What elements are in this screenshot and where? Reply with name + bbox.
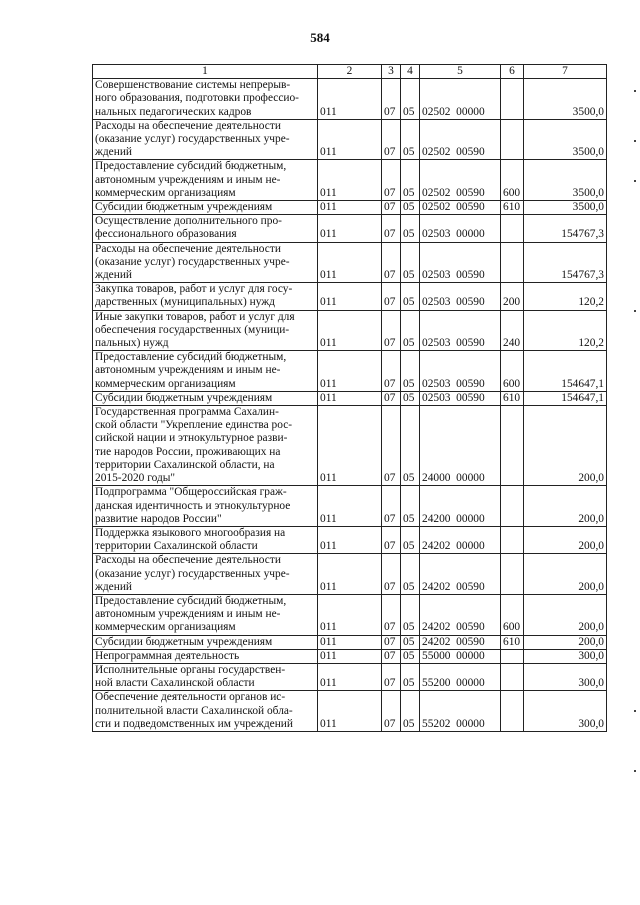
row-value-cell: 011	[318, 119, 382, 160]
row-value-cell	[501, 242, 524, 283]
row-value-cell: 154647,1	[524, 391, 607, 405]
table-row	[93, 201, 607, 215]
row-value-cell: 07	[382, 160, 401, 201]
row-value-cell	[501, 215, 524, 242]
row-value-cell: 011	[318, 526, 382, 553]
row-value-cell: 011	[318, 283, 382, 310]
row-name-cell: Предоставление субсидий бюджетным, автономным учреждениям и иным не- коммерческим организациям	[93, 594, 318, 635]
row-name-cell: Субсидии бюджетным учреждениям	[93, 201, 318, 215]
row-value-cell: 05	[401, 351, 420, 392]
table-row	[93, 635, 607, 649]
row-name-cell: Осуществление дополнительного про- фессионального образования	[93, 215, 318, 242]
row-value-cell: 05	[401, 594, 420, 635]
row-name-cell: Предоставление субсидий бюджетным, автономным учреждениям и иным не- коммерческим организациям	[93, 160, 318, 201]
table-row	[93, 594, 607, 635]
table-row	[93, 351, 607, 392]
header-cell: 3	[382, 65, 401, 79]
row-value-cell: 200,0	[524, 486, 607, 527]
table-row	[93, 526, 607, 553]
table-row	[93, 160, 607, 201]
row-value-cell: 07	[382, 526, 401, 553]
table-row	[93, 79, 607, 120]
row-name-cell: Государственная программа Сахалин- ской области "Укрепление единства рос- сийской нации и этнокультурное разви- тие народов России, проживающих на территории Сахалинской области, на 2015-2020 годы"	[93, 406, 318, 486]
row-value-cell: 24202 00590	[420, 554, 501, 595]
row-value-cell	[501, 406, 524, 486]
row-name-cell: Исполнительные органы государствен- ной власти Сахалинской области	[93, 663, 318, 690]
row-value-cell: 24202 00000	[420, 526, 501, 553]
row-value-cell: 600	[501, 351, 524, 392]
table-row	[93, 242, 607, 283]
row-value-cell: 02502 00590	[420, 160, 501, 201]
row-value-cell: 02503 00590	[420, 242, 501, 283]
row-value-cell: 02503 00000	[420, 215, 501, 242]
row-value-cell: 07	[382, 486, 401, 527]
table-row	[93, 119, 607, 160]
row-value-cell: 05	[401, 391, 420, 405]
table-row	[93, 310, 607, 351]
table-row	[93, 215, 607, 242]
row-value-cell	[501, 554, 524, 595]
row-value-cell: 011	[318, 242, 382, 283]
row-value-cell: 011	[318, 691, 382, 732]
row-name-cell: Иные закупки товаров, работ и услуг для обеспечения государственных (муници- пальных) нужд	[93, 310, 318, 351]
row-value-cell: 200,0	[524, 635, 607, 649]
header-cell: 7	[524, 65, 607, 79]
row-value-cell: 07	[382, 215, 401, 242]
table-row	[93, 406, 607, 486]
row-value-cell: 3500,0	[524, 160, 607, 201]
row-value-cell: 07	[382, 283, 401, 310]
row-value-cell: 07	[382, 663, 401, 690]
header-cell: 5	[420, 65, 501, 79]
row-value-cell: 07	[382, 242, 401, 283]
row-value-cell: 24202 00590	[420, 635, 501, 649]
row-value-cell: 05	[401, 406, 420, 486]
row-value-cell: 600	[501, 594, 524, 635]
row-value-cell: 02502 00000	[420, 79, 501, 120]
row-value-cell: 011	[318, 79, 382, 120]
row-value-cell	[501, 79, 524, 120]
table-row	[93, 283, 607, 310]
row-value-cell: 011	[318, 160, 382, 201]
row-value-cell: 011	[318, 310, 382, 351]
row-value-cell: 05	[401, 691, 420, 732]
row-value-cell	[501, 526, 524, 553]
row-value-cell: 24202 00590	[420, 594, 501, 635]
row-value-cell: 120,2	[524, 283, 607, 310]
row-value-cell	[501, 649, 524, 663]
row-value-cell: 200,0	[524, 526, 607, 553]
row-value-cell: 011	[318, 649, 382, 663]
row-value-cell: 300,0	[524, 691, 607, 732]
row-value-cell: 02503 00590	[420, 310, 501, 351]
row-value-cell: 07	[382, 79, 401, 120]
table-row	[93, 649, 607, 663]
row-value-cell: 02503 00590	[420, 351, 501, 392]
row-value-cell: 05	[401, 310, 420, 351]
row-value-cell: 120,2	[524, 310, 607, 351]
table-row	[93, 691, 607, 732]
row-value-cell: 05	[401, 201, 420, 215]
row-value-cell: 05	[401, 215, 420, 242]
row-value-cell	[501, 663, 524, 690]
row-value-cell: 05	[401, 649, 420, 663]
row-value-cell: 3500,0	[524, 119, 607, 160]
row-value-cell: 05	[401, 635, 420, 649]
row-value-cell: 011	[318, 201, 382, 215]
row-value-cell: 011	[318, 635, 382, 649]
row-value-cell: 154767,3	[524, 215, 607, 242]
row-value-cell: 07	[382, 649, 401, 663]
row-value-cell: 011	[318, 391, 382, 405]
row-value-cell: 200,0	[524, 554, 607, 595]
row-value-cell: 02503 00590	[420, 391, 501, 405]
row-name-cell: Обеспечение деятельности органов ис- полнительной власти Сахалинской обла- сти и подведомственных им учреждений	[93, 691, 318, 732]
row-value-cell: 011	[318, 663, 382, 690]
row-value-cell: 02502 00590	[420, 119, 501, 160]
row-name-cell: Субсидии бюджетным учреждениям	[93, 635, 318, 649]
header-cell: 6	[501, 65, 524, 79]
row-value-cell: 05	[401, 554, 420, 595]
table-row	[93, 663, 607, 690]
row-value-cell: 05	[401, 242, 420, 283]
row-value-cell: 05	[401, 79, 420, 120]
row-value-cell: 200	[501, 283, 524, 310]
row-value-cell: 24000 00000	[420, 406, 501, 486]
row-value-cell: 300,0	[524, 649, 607, 663]
row-value-cell	[501, 119, 524, 160]
row-value-cell: 011	[318, 406, 382, 486]
table-row	[93, 554, 607, 595]
row-value-cell: 07	[382, 119, 401, 160]
row-name-cell: Предоставление субсидий бюджетным, автономным учреждениям и иным не- коммерческим организациям	[93, 351, 318, 392]
row-value-cell: 610	[501, 635, 524, 649]
page-number: 584	[310, 30, 330, 45]
row-value-cell	[501, 691, 524, 732]
header-cell: 1	[93, 65, 318, 79]
row-value-cell: 3500,0	[524, 201, 607, 215]
row-name-cell: Субсидии бюджетным учреждениям	[93, 391, 318, 405]
row-value-cell: 600	[501, 160, 524, 201]
row-value-cell: 011	[318, 554, 382, 595]
row-value-cell: 02503 00590	[420, 283, 501, 310]
row-value-cell: 07	[382, 406, 401, 486]
row-value-cell: 55202 00000	[420, 691, 501, 732]
row-value-cell: 05	[401, 119, 420, 160]
row-value-cell: 55200 00000	[420, 663, 501, 690]
row-value-cell: 07	[382, 594, 401, 635]
header-cell: 4	[401, 65, 420, 79]
row-value-cell: 05	[401, 663, 420, 690]
row-name-cell: Подпрограмма "Общероссийская граж- данская идентичность и этнокультурное развитие народов России"	[93, 486, 318, 527]
row-name-cell: Закупка товаров, работ и услуг для госу- дарственных (муниципальных) нужд	[93, 283, 318, 310]
table-row	[93, 391, 607, 405]
row-value-cell: 011	[318, 351, 382, 392]
row-value-cell: 3500,0	[524, 79, 607, 120]
row-name-cell: Совершенствование системы непрерыв- ного образования, подготовки профессио- нальных педагогических кадров	[93, 79, 318, 120]
row-value-cell: 154647,1	[524, 351, 607, 392]
row-value-cell: 610	[501, 201, 524, 215]
row-value-cell: 02502 00590	[420, 201, 501, 215]
row-value-cell: 240	[501, 310, 524, 351]
row-name-cell: Расходы на обеспечение деятельности (оказание услуг) государственных учре- ждений	[93, 242, 318, 283]
row-value-cell: 07	[382, 554, 401, 595]
row-value-cell: 154767,3	[524, 242, 607, 283]
row-name-cell: Расходы на обеспечение деятельности (оказание услуг) государственных учре- ждений	[93, 119, 318, 160]
header-row	[93, 65, 607, 79]
row-value-cell: 011	[318, 215, 382, 242]
row-value-cell: 200,0	[524, 594, 607, 635]
table-row	[93, 486, 607, 527]
row-value-cell: 05	[401, 283, 420, 310]
row-value-cell: 300,0	[524, 663, 607, 690]
row-name-cell: Поддержка языкового многообразия на территории Сахалинской области	[93, 526, 318, 553]
scan-margin-marks	[628, 70, 636, 830]
row-value-cell: 07	[382, 351, 401, 392]
row-value-cell: 610	[501, 391, 524, 405]
row-value-cell: 07	[382, 391, 401, 405]
row-value-cell: 07	[382, 310, 401, 351]
row-name-cell: Расходы на обеспечение деятельности (оказание услуг) государственных учре- ждений	[93, 554, 318, 595]
row-value-cell: 07	[382, 201, 401, 215]
row-value-cell: 07	[382, 635, 401, 649]
header-cell: 2	[318, 65, 382, 79]
budget-table	[92, 64, 607, 732]
row-value-cell: 05	[401, 160, 420, 201]
row-value-cell: 011	[318, 594, 382, 635]
row-value-cell: 011	[318, 486, 382, 527]
row-value-cell: 200,0	[524, 406, 607, 486]
row-name-cell: Непрограммная деятельность	[93, 649, 318, 663]
row-value-cell	[501, 486, 524, 527]
row-value-cell: 24200 00000	[420, 486, 501, 527]
row-value-cell: 55000 00000	[420, 649, 501, 663]
row-value-cell: 05	[401, 526, 420, 553]
row-value-cell: 07	[382, 691, 401, 732]
row-value-cell: 05	[401, 486, 420, 527]
